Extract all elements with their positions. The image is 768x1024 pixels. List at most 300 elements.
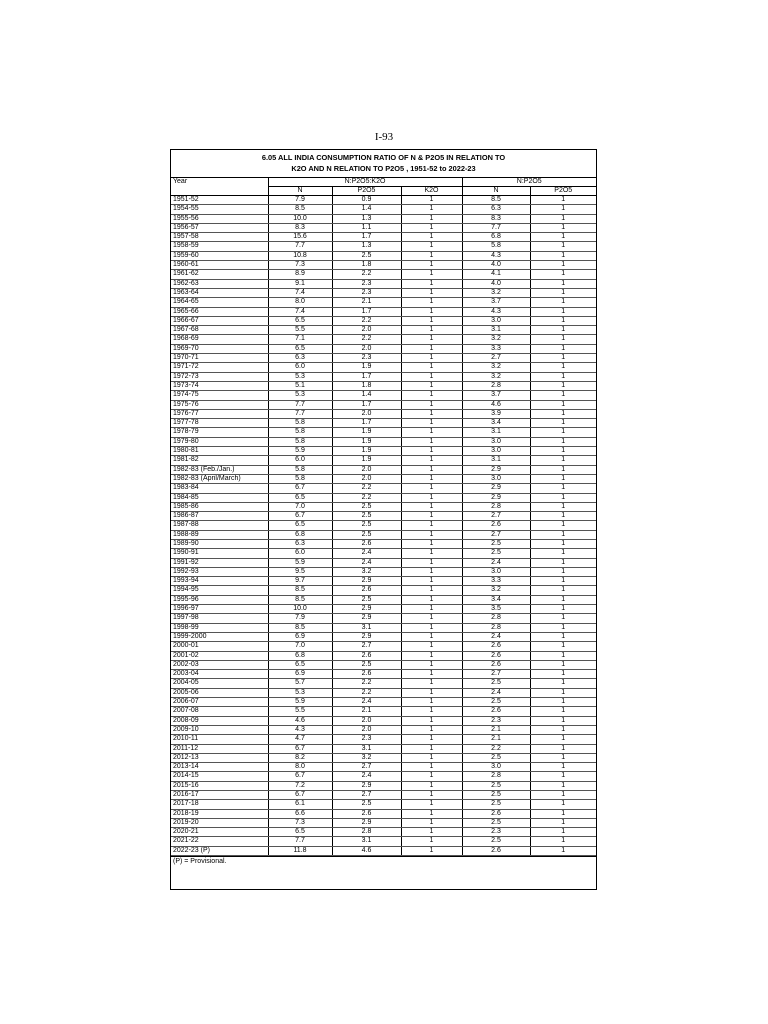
p2o5-ratio-cell: 1 — [530, 753, 596, 762]
k2o-cell: 1 — [401, 484, 462, 493]
p2o5-cell: 3.1 — [332, 623, 401, 632]
year-cell: 2018-19 — [171, 809, 268, 818]
table-row — [171, 465, 596, 474]
p2o5-cell: 2.9 — [332, 781, 401, 790]
p2o5-cell: 2.2 — [332, 493, 401, 502]
year-cell: 1990-91 — [171, 549, 268, 558]
p2o5-ratio-cell: 1 — [530, 772, 596, 781]
p2o5-cell: 2.0 — [332, 465, 401, 474]
year-cell: 1989-90 — [171, 539, 268, 548]
year-cell: 1988-89 — [171, 530, 268, 539]
table-row — [171, 623, 596, 632]
n-cell: 8.5 — [268, 595, 332, 604]
table-row — [171, 818, 596, 827]
p2o5-ratio-cell: 1 — [530, 493, 596, 502]
p2o5-ratio-cell: 1 — [530, 214, 596, 223]
year-cell: 1960-61 — [171, 261, 268, 270]
p2o5-cell: 2.5 — [332, 502, 401, 511]
n-ratio-cell: 4.0 — [462, 261, 530, 270]
table-row — [171, 605, 596, 614]
p2o5-ratio-cell: 1 — [530, 735, 596, 744]
n-ratio-cell: 7.7 — [462, 223, 530, 232]
p2o5-cell: 1.9 — [332, 437, 401, 446]
n-cell: 5.8 — [268, 419, 332, 428]
year-cell: 1991-92 — [171, 558, 268, 567]
n-cell: 5.3 — [268, 372, 332, 381]
table-row — [171, 698, 596, 707]
p2o5-cell: 1.3 — [332, 214, 401, 223]
table-row — [171, 391, 596, 400]
p2o5-cell: 2.4 — [332, 549, 401, 558]
table-row — [171, 828, 596, 837]
p2o5-cell: 1.7 — [332, 307, 401, 316]
n-cell: 6.5 — [268, 493, 332, 502]
footnote: (P) = Provisional. — [171, 856, 596, 866]
p2o5-ratio-cell: 1 — [530, 400, 596, 409]
n-cell: 6.7 — [268, 772, 332, 781]
n-cell: 6.7 — [268, 791, 332, 800]
n-cell: 6.5 — [268, 660, 332, 669]
table-row — [171, 753, 596, 762]
k2o-cell: 1 — [401, 251, 462, 260]
p2o5-cell: 2.1 — [332, 707, 401, 716]
table-row — [171, 530, 596, 539]
year-cell: 2009-10 — [171, 725, 268, 734]
p2o5-cell: 2.6 — [332, 586, 401, 595]
k2o-cell: 1 — [401, 642, 462, 651]
year-cell: 1968-69 — [171, 335, 268, 344]
n-cell: 8.2 — [268, 753, 332, 762]
year-cell: 2019-20 — [171, 818, 268, 827]
year-cell: 2004-05 — [171, 679, 268, 688]
n-ratio-cell: 2.5 — [462, 753, 530, 762]
n-cell: 7.4 — [268, 288, 332, 297]
n-cell: 5.7 — [268, 679, 332, 688]
p2o5-ratio-cell: 1 — [530, 270, 596, 279]
year-cell: 1973-74 — [171, 381, 268, 390]
table-row — [171, 772, 596, 781]
k2o-cell: 1 — [401, 837, 462, 846]
p2o5-cell: 1.8 — [332, 261, 401, 270]
p2o5-ratio-cell: 1 — [530, 632, 596, 641]
n-cell: 6.3 — [268, 354, 332, 363]
table-row — [171, 437, 596, 446]
k2o-cell: 1 — [401, 558, 462, 567]
year-cell: 1955-56 — [171, 214, 268, 223]
p2o5-cell: 1.9 — [332, 428, 401, 437]
year-cell: 1983-84 — [171, 484, 268, 493]
p2o5-ratio-cell: 1 — [530, 223, 596, 232]
year-cell: 1957-58 — [171, 233, 268, 242]
k2o-cell: 1 — [401, 595, 462, 604]
p2o5-cell: 2.2 — [332, 679, 401, 688]
p2o5-ratio-cell: 1 — [530, 233, 596, 242]
p2o5-ratio-cell: 1 — [530, 614, 596, 623]
table-row — [171, 242, 596, 251]
n-ratio-cell: 3.9 — [462, 409, 530, 418]
n-cell: 10.8 — [268, 251, 332, 260]
k2o-cell: 1 — [401, 437, 462, 446]
year-cell: 1956-57 — [171, 223, 268, 232]
p2o5-ratio-cell: 1 — [530, 781, 596, 790]
table-row — [171, 205, 596, 214]
k2o-cell: 1 — [401, 828, 462, 837]
k2o-cell: 1 — [401, 623, 462, 632]
k2o-cell: 1 — [401, 493, 462, 502]
k2o-cell: 1 — [401, 428, 462, 437]
k2o-cell: 1 — [401, 456, 462, 465]
year-cell: 1974-75 — [171, 391, 268, 400]
table-row — [171, 335, 596, 344]
k2o-cell: 1 — [401, 791, 462, 800]
k2o-cell: 1 — [401, 586, 462, 595]
k2o-cell: 1 — [401, 270, 462, 279]
p2o5-ratio-cell: 1 — [530, 800, 596, 809]
p2o5-cell: 0.9 — [332, 196, 401, 205]
n-ratio-cell: 2.9 — [462, 465, 530, 474]
year-cell: 1964-65 — [171, 298, 268, 307]
p2o5-cell: 2.5 — [332, 530, 401, 539]
table-row — [171, 233, 596, 242]
n-ratio-cell: 2.8 — [462, 772, 530, 781]
k2o-cell: 1 — [401, 549, 462, 558]
table-body — [171, 196, 596, 856]
p2o5-ratio-cell: 1 — [530, 791, 596, 800]
year-cell: 2014-15 — [171, 772, 268, 781]
k2o-cell: 1 — [401, 651, 462, 660]
p2o5-ratio-cell: 1 — [530, 688, 596, 697]
n-ratio-cell: 2.7 — [462, 354, 530, 363]
k2o-cell: 1 — [401, 279, 462, 288]
table-row — [171, 354, 596, 363]
n-ratio-cell: 2.5 — [462, 837, 530, 846]
p2o5-ratio-cell: 1 — [530, 763, 596, 772]
year-cell: 1987-88 — [171, 521, 268, 530]
p2o5-ratio-cell: 1 — [530, 744, 596, 753]
year-cell: 1962-63 — [171, 279, 268, 288]
k2o-cell: 1 — [401, 688, 462, 697]
k2o-cell: 1 — [401, 223, 462, 232]
n-ratio-cell: 3.4 — [462, 595, 530, 604]
n-cell: 8.3 — [268, 223, 332, 232]
table-row — [171, 670, 596, 679]
p2o5-cell: 2.4 — [332, 772, 401, 781]
p2o5-ratio-cell: 1 — [530, 837, 596, 846]
p2o5-cell: 2.2 — [332, 688, 401, 697]
p2o5-cell: 1.7 — [332, 372, 401, 381]
p2o5-column-header: P2O5 — [332, 187, 401, 196]
k2o-cell: 1 — [401, 632, 462, 641]
table-row — [171, 688, 596, 697]
year-cell: 2017-18 — [171, 800, 268, 809]
n-ratio-cell: 2.5 — [462, 818, 530, 827]
p2o5-ratio-cell: 1 — [530, 261, 596, 270]
p2o5-ratio-cell: 1 — [530, 539, 596, 548]
p2o5-ratio-cell: 1 — [530, 279, 596, 288]
p2o5-cell: 2.5 — [332, 521, 401, 530]
table-title-line-2: K2O AND N RELATION TO P2O5 , 1951-52 to 2022-23 — [291, 164, 476, 173]
table-row — [171, 809, 596, 818]
n-ratio-cell: 3.0 — [462, 447, 530, 456]
n-ratio-cell: 3.0 — [462, 437, 530, 446]
n-cell: 4.7 — [268, 735, 332, 744]
k2o-cell: 1 — [401, 846, 462, 855]
p2o5-cell: 1.7 — [332, 400, 401, 409]
n-ratio-cell: 2.9 — [462, 484, 530, 493]
p2o5-ratio-cell: 1 — [530, 456, 596, 465]
p2o5-ratio-cell: 1 — [530, 521, 596, 530]
year-cell: 2010-11 — [171, 735, 268, 744]
k2o-cell: 1 — [401, 242, 462, 251]
year-cell: 1985-86 — [171, 502, 268, 511]
n-cell: 7.7 — [268, 242, 332, 251]
n-cell: 8.0 — [268, 763, 332, 772]
year-cell: 1997-98 — [171, 614, 268, 623]
k2o-cell: 1 — [401, 772, 462, 781]
table-row — [171, 326, 596, 335]
n-ratio-cell: 8.3 — [462, 214, 530, 223]
p2o5-ratio-cell: 1 — [530, 567, 596, 576]
consumption-ratio-table — [171, 178, 596, 856]
n-ratio-cell: 4.6 — [462, 400, 530, 409]
p2o5-cell: 2.0 — [332, 326, 401, 335]
p2o5-ratio-cell: 1 — [530, 707, 596, 716]
p2o5-cell: 2.0 — [332, 344, 401, 353]
p2o5-ratio-cell: 1 — [530, 530, 596, 539]
p2o5-ratio-cell: 1 — [530, 642, 596, 651]
p2o5-cell: 2.9 — [332, 577, 401, 586]
p2o5-ratio-cell: 1 — [530, 558, 596, 567]
p2o5-cell: 3.1 — [332, 744, 401, 753]
table-row — [171, 549, 596, 558]
p2o5-cell: 2.7 — [332, 791, 401, 800]
n-cell: 6.7 — [268, 744, 332, 753]
year-cell: 1963-64 — [171, 288, 268, 297]
p2o5-ratio-cell: 1 — [530, 502, 596, 511]
k2o-cell: 1 — [401, 298, 462, 307]
p2o5-ratio-cell: 1 — [530, 651, 596, 660]
p2o5-cell: 2.6 — [332, 670, 401, 679]
n-cell: 9.1 — [268, 279, 332, 288]
year-cell: 2015-16 — [171, 781, 268, 790]
k2o-cell: 1 — [401, 419, 462, 428]
p2o5-cell: 2.5 — [332, 660, 401, 669]
n-ratio-cell: 4.3 — [462, 251, 530, 260]
p2o5-ratio-cell: 1 — [530, 716, 596, 725]
table-title — [171, 150, 596, 178]
p2o5-cell: 2.7 — [332, 642, 401, 651]
table-row — [171, 567, 596, 576]
k2o-cell: 1 — [401, 344, 462, 353]
n-cell: 7.7 — [268, 837, 332, 846]
year-cell: 1967-68 — [171, 326, 268, 335]
k2o-cell: 1 — [401, 447, 462, 456]
table-row — [171, 381, 596, 390]
k2o-cell: 1 — [401, 261, 462, 270]
n-cell: 6.5 — [268, 828, 332, 837]
n-cell: 5.8 — [268, 428, 332, 437]
table-row — [171, 846, 596, 855]
year-cell: 2006-07 — [171, 698, 268, 707]
p2o5-cell: 4.6 — [332, 846, 401, 855]
year-cell: 1999-2000 — [171, 632, 268, 641]
k2o-cell: 1 — [401, 196, 462, 205]
k2o-cell: 1 — [401, 567, 462, 576]
n-cell: 6.8 — [268, 651, 332, 660]
p2o5-cell: 1.7 — [332, 233, 401, 242]
n-cell: 6.5 — [268, 521, 332, 530]
year-cell: 2007-08 — [171, 707, 268, 716]
p2o5-cell: 2.3 — [332, 279, 401, 288]
n-ratio-cell: 2.4 — [462, 688, 530, 697]
table-row — [171, 288, 596, 297]
n-cell: 9.5 — [268, 567, 332, 576]
n-cell: 8.5 — [268, 205, 332, 214]
table-row — [171, 251, 596, 260]
n-ratio-cell: 2.4 — [462, 558, 530, 567]
n-cell: 7.3 — [268, 261, 332, 270]
p2o5-cell: 2.5 — [332, 595, 401, 604]
n-ratio-cell: 3.1 — [462, 456, 530, 465]
n-ratio-cell: 3.4 — [462, 419, 530, 428]
n-cell: 5.3 — [268, 688, 332, 697]
n-cell: 6.8 — [268, 530, 332, 539]
table-row — [171, 372, 596, 381]
year-cell: 2021-22 — [171, 837, 268, 846]
k2o-cell: 1 — [401, 335, 462, 344]
p2o5-ratio-cell: 1 — [530, 196, 596, 205]
n-ratio-cell: 3.0 — [462, 474, 530, 483]
year-cell: 1982-83 (April/March) — [171, 474, 268, 483]
page-number: I-93 — [374, 131, 394, 143]
n-ratio-cell: 2.5 — [462, 800, 530, 809]
p2o5-cell: 2.6 — [332, 809, 401, 818]
n-cell: 6.0 — [268, 549, 332, 558]
p2o5-cell: 3.2 — [332, 567, 401, 576]
n-ratio-cell: 3.3 — [462, 344, 530, 353]
year-cell: 1995-96 — [171, 595, 268, 604]
n-ratio-cell: 3.2 — [462, 335, 530, 344]
year-cell: 1980-81 — [171, 447, 268, 456]
year-cell: 2001-02 — [171, 651, 268, 660]
n-cell: 5.5 — [268, 707, 332, 716]
p2o5-ratio-cell: 1 — [530, 326, 596, 335]
n-ratio-cell: 2.5 — [462, 539, 530, 548]
p2o5-cell: 2.3 — [332, 354, 401, 363]
n-ratio-cell: 2.7 — [462, 530, 530, 539]
n-cell: 5.1 — [268, 381, 332, 390]
n-cell: 7.9 — [268, 614, 332, 623]
n-cell: 8.5 — [268, 623, 332, 632]
n-cell: 7.7 — [268, 409, 332, 418]
k2o-cell: 1 — [401, 614, 462, 623]
n-ratio-cell: 4.0 — [462, 279, 530, 288]
k2o-cell: 1 — [401, 316, 462, 325]
n-ratio-cell: 3.7 — [462, 298, 530, 307]
n-cell: 8.9 — [268, 270, 332, 279]
year-cell: 1984-85 — [171, 493, 268, 502]
n-ratio-cell: 2.9 — [462, 493, 530, 502]
p2o5-cell: 2.4 — [332, 558, 401, 567]
table-row — [171, 660, 596, 669]
p2o5-ratio-cell: 1 — [530, 698, 596, 707]
n-ratio-cell: 3.2 — [462, 372, 530, 381]
year-cell: 2008-09 — [171, 716, 268, 725]
table-row — [171, 781, 596, 790]
p2o5-ratio-cell: 1 — [530, 419, 596, 428]
n-cell: 7.9 — [268, 196, 332, 205]
k2o-cell: 1 — [401, 539, 462, 548]
table-row — [171, 363, 596, 372]
table-row — [171, 512, 596, 521]
year-cell: 2000-01 — [171, 642, 268, 651]
p2o5-cell: 1.4 — [332, 391, 401, 400]
n-cell: 10.0 — [268, 214, 332, 223]
k2o-cell: 1 — [401, 707, 462, 716]
p2o5-ratio-cell: 1 — [530, 623, 596, 632]
table-row — [171, 316, 596, 325]
p2o5-ratio-cell: 1 — [530, 809, 596, 818]
k2o-cell: 1 — [401, 577, 462, 586]
n-ratio-cell: 3.3 — [462, 577, 530, 586]
p2o5-ratio-cell: 1 — [530, 549, 596, 558]
table-row — [171, 279, 596, 288]
p2o5-ratio-cell: 1 — [530, 316, 596, 325]
table-row — [171, 800, 596, 809]
p2o5-cell: 2.6 — [332, 651, 401, 660]
table-row — [171, 707, 596, 716]
p2o5-cell: 1.7 — [332, 419, 401, 428]
table-row — [171, 428, 596, 437]
year-cell: 1954-55 — [171, 205, 268, 214]
table-row — [171, 725, 596, 734]
table-row — [171, 400, 596, 409]
p2o5-cell: 3.2 — [332, 753, 401, 762]
n-ratio-cell: 2.6 — [462, 660, 530, 669]
n-cell: 7.2 — [268, 781, 332, 790]
year-cell: 1966-67 — [171, 316, 268, 325]
table-row — [171, 270, 596, 279]
p2o5-cell: 1.9 — [332, 447, 401, 456]
k2o-cell: 1 — [401, 214, 462, 223]
table-row — [171, 716, 596, 725]
p2o5-cell: 1.4 — [332, 205, 401, 214]
n-cell: 7.4 — [268, 307, 332, 316]
n-cell: 6.5 — [268, 316, 332, 325]
p2o5-ratio-cell: 1 — [530, 409, 596, 418]
year-cell: 1978-79 — [171, 428, 268, 437]
n-ratio-cell: 2.6 — [462, 707, 530, 716]
p2o5-ratio-cell: 1 — [530, 344, 596, 353]
k2o-cell: 1 — [401, 205, 462, 214]
p2o5-cell: 2.3 — [332, 288, 401, 297]
p2o5-ratio-cell: 1 — [530, 586, 596, 595]
n-cell: 9.7 — [268, 577, 332, 586]
p2o5-cell: 2.0 — [332, 474, 401, 483]
year-cell: 1994-95 — [171, 586, 268, 595]
n-cell: 6.0 — [268, 456, 332, 465]
n-cell: 7.0 — [268, 642, 332, 651]
n-ratio-cell: 2.6 — [462, 521, 530, 530]
k2o-cell: 1 — [401, 781, 462, 790]
year-cell: 2011-12 — [171, 744, 268, 753]
k2o-cell: 1 — [401, 605, 462, 614]
p2o5-ratio-cell: 1 — [530, 391, 596, 400]
n-cell: 15.6 — [268, 233, 332, 242]
n-cell: 6.6 — [268, 809, 332, 818]
k2o-cell: 1 — [401, 800, 462, 809]
n-cell: 6.3 — [268, 539, 332, 548]
